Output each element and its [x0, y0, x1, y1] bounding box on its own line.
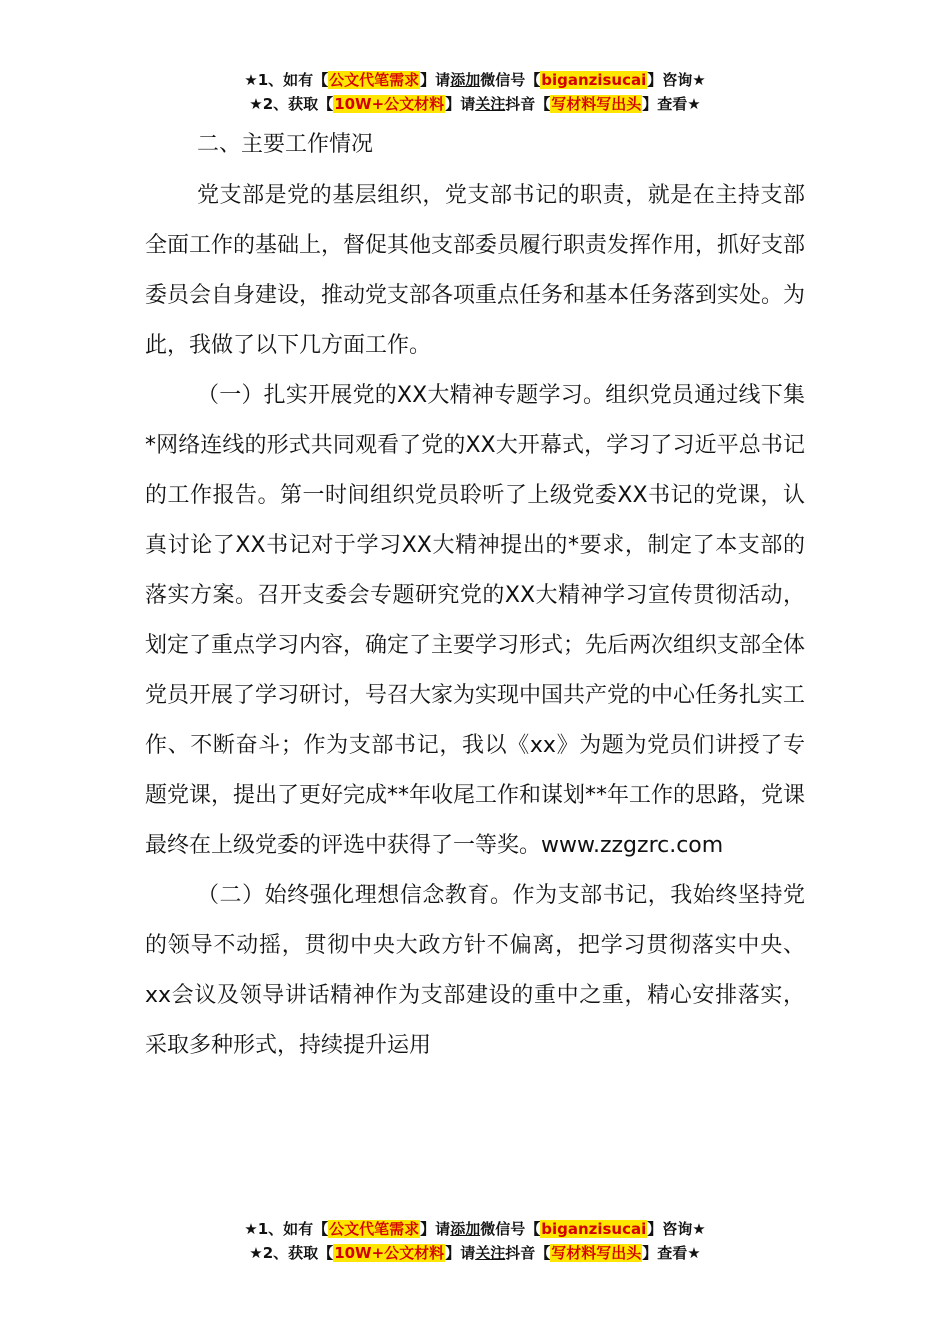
banner-line-2: ★2、获取【10W+公文材料】请关注抖音【写材料写出头】查看★ — [249, 95, 701, 113]
paragraph-item-1: （一）扎实开展党的XX大精神专题学习。组织党员通过线下集*网络连线的形式共同观看了党的XX大开幕式，学习了习近平总书记的工作报告。第一时间组织党员聆听了上级党委XX书记的党课，认真讨论了XX书记对于学习XX大精神提出的*要求，制定了本支部的落实方案。召开支委会专题研究党的XX大精神学习宣传贯彻活动，划定了重点学习内容，确定了主要学习形式；先后两次组织支部全体党员开展了学习研讨，号召大家为实现中国共产党的中心任务扎实工作、不断奋斗；作为支部书记，我以《xx》为题为党员们讲授了专题党课，提出了更好完成**年收尾工作和谋划**年工作的思路，党课最终在上级党委的评选中获得了一等奖。www.zzgzrc.com — [145, 383, 806, 858]
document-body — [145, 125, 805, 1071]
top-banner — [0, 68, 950, 116]
highlight-wechat-id: biganzisucai — [541, 1220, 647, 1238]
paragraph-item-2: （二）始终强化理想信念教育。作为支部书记，我始终坚持党的领导不动摇，贯彻中央大政方针不偏离，把学习贯彻落实中央、xx会议及领导讲话精神作为支部建设的重中之重，精心安排落实，采取多种形式，持续提升运用 — [145, 883, 805, 1058]
highlight-wechat-id: biganzisucai — [541, 71, 647, 89]
highlight-materials: 10W+公文材料 — [334, 95, 445, 113]
banner-line-1: ★1、如有【公文代笔需求】请添加微信号【biganzisucai】咨询★ — [244, 71, 706, 89]
highlight-douyin-id: 写材料写出头 — [551, 1244, 642, 1262]
highlight-douyin-id: 写材料写出头 — [551, 95, 642, 113]
highlight-materials: 10W+公文材料 — [334, 1244, 445, 1262]
paragraph-intro: 党支部是党的基层组织，党支部书记的职责，就是在主持支部全面工作的基础上，督促其他支部委员履行职责发挥作用，抓好支部委员会自身建设，推动党支部各项重点任务和基本任务落到实处。为此，我做了以下几方面工作。 — [145, 183, 806, 358]
highlight-service: 公文代笔需求 — [329, 1220, 420, 1238]
banner-line-2: ★2、获取【10W+公文材料】请关注抖音【写材料写出头】查看★ — [249, 1244, 701, 1262]
bottom-banner — [0, 1217, 950, 1265]
section-heading: 二、主要工作情况 — [197, 132, 374, 157]
banner-line-1: ★1、如有【公文代笔需求】请添加微信号【biganzisucai】咨询★ — [244, 1220, 706, 1238]
highlight-service: 公文代笔需求 — [329, 71, 420, 89]
